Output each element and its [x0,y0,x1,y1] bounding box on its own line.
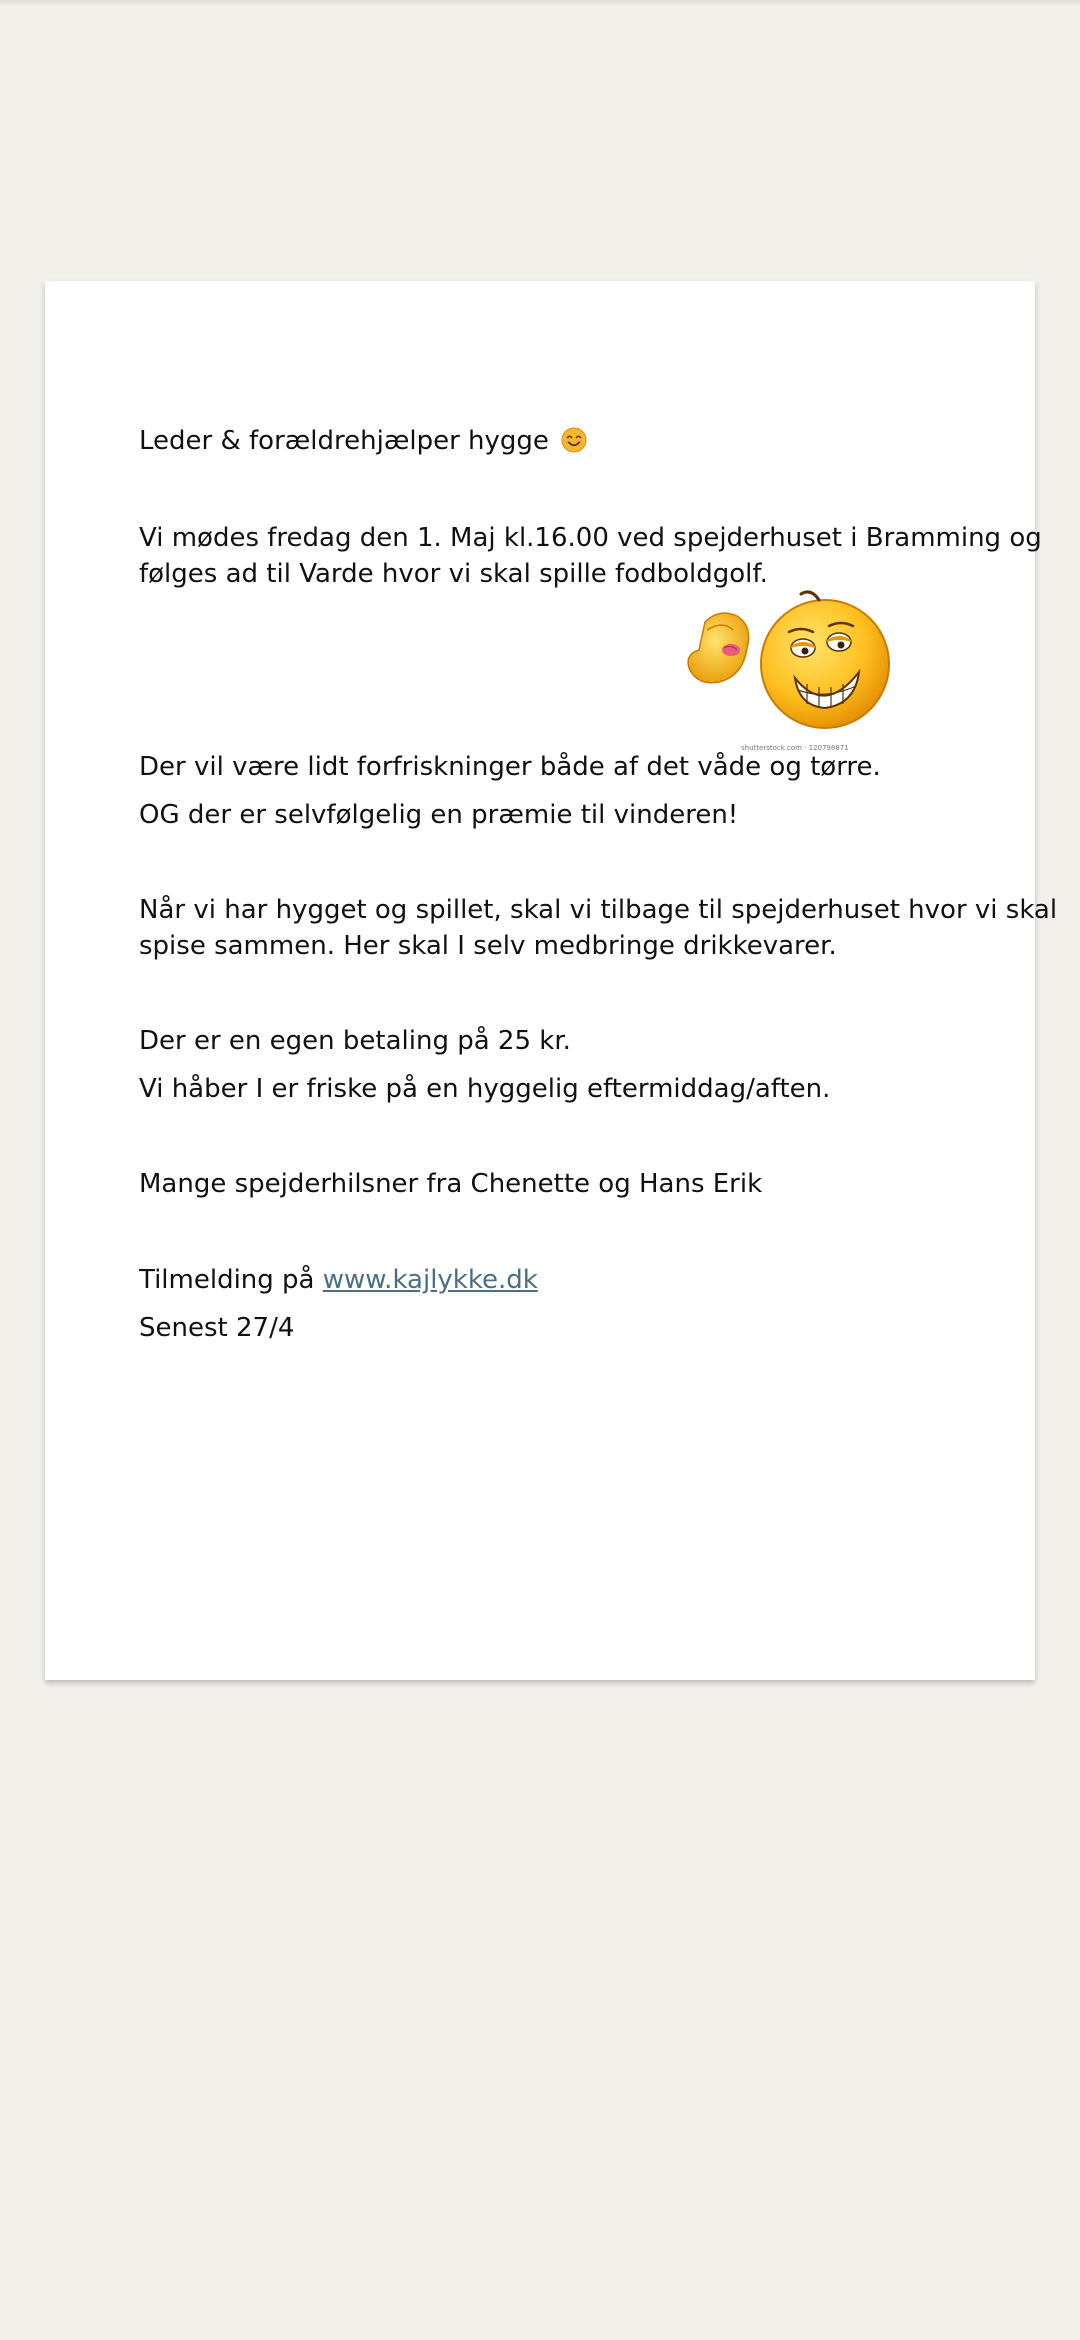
paragraph-refreshments-line-2: OG der er selvfølgelig en præmie til vinderen! [139,800,739,830]
smiling-face-icon [561,427,587,453]
paragraph-meeting-line-1: Vi mødes fredag den 1. Maj kl.16.00 ved spejderhuset i Bramming og [139,523,1042,553]
document-title [139,423,587,459]
greeting-line: Mange spejderhilsner fra Chenette og Hans Erik [139,1169,763,1199]
signup-line [139,1262,538,1298]
paragraph-dinner-line-1: Når vi har hygget og spillet, skal vi tilbage til spejderhuset hvor vi skal [139,895,1058,925]
paragraph-refreshments-line-1: Der vil være lidt forfriskninger både af det våde og tørre. [139,752,881,782]
paragraph-dinner-line-2: spise sammen. Her skal I selv medbringe drikkevarer. [139,931,837,961]
paragraph-payment-line-1: Der er en egen betaling på 25 kr. [139,1026,571,1056]
flexing-emoji-icon [679,586,899,746]
paragraph-meeting-line-2: følges ad til Varde hvor vi skal spille fodboldgolf. [139,559,768,589]
signup-link[interactable]: www.kajlykke.dk [322,1265,538,1295]
title-text: Leder & forældrehjælper hygge [139,426,549,456]
deadline-line: Senest 27/4 [139,1313,295,1343]
signup-prefix: Tilmelding på [139,1265,323,1295]
document-page[interactable] [45,281,1058,1680]
paragraph-payment-line-2: Vi håber I er friske på en hyggelig eftermiddag/aften. [139,1074,831,1104]
viewer-top-shadow [0,0,1080,6]
image-caption: shutterstock.com · 120798871 [741,744,849,752]
